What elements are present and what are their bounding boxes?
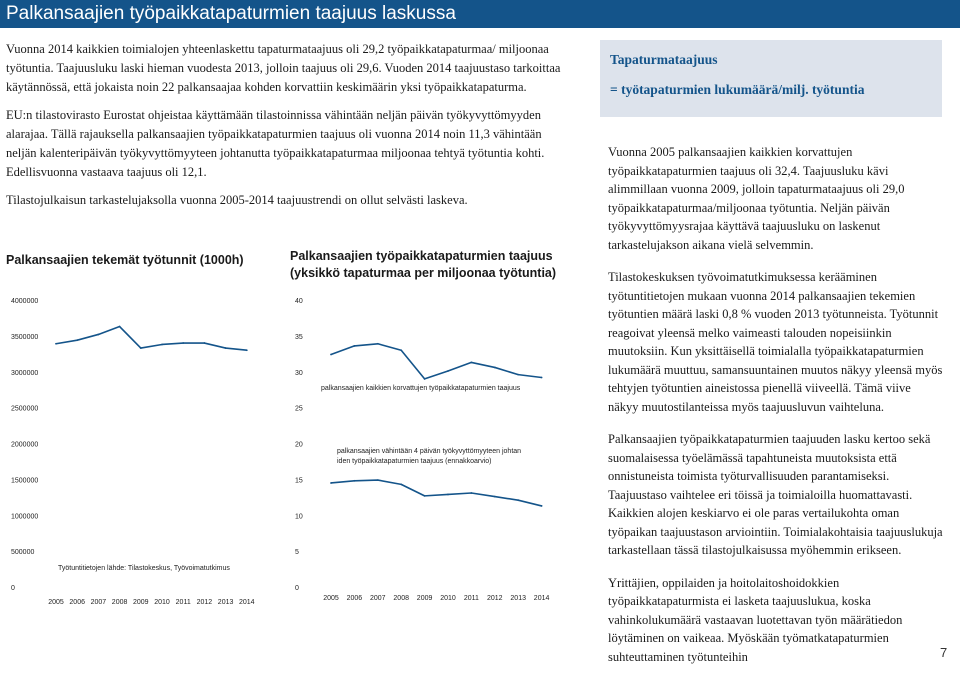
chart-accident-frequency-data-point — [354, 345, 356, 347]
chart-accident-frequency-series-line-2 — [331, 480, 542, 506]
chart-working-hours-data-point — [119, 326, 121, 328]
chart-working-hours-y-tick-label: 4000000 — [11, 298, 39, 305]
chart-working-hours-x-tick-label: 2006 — [69, 599, 85, 606]
chart-working-hours-x-tick-label: 2013 — [217, 599, 234, 606]
chart-working-hours-title: Palkansaajien tekemät työtunnit (1000h) — [6, 253, 244, 267]
chart-accident-frequency-x-tick-label: 2009 — [416, 595, 433, 602]
chart-accident-frequency-y-tick-label: 5 — [295, 549, 299, 557]
chart-accident-frequency-series-label-all: palkansaajien kaikkien korvattujen työpaikkatapaturmien taajuus — [321, 385, 521, 392]
chart-working-hours-data-point — [140, 347, 142, 349]
chart-accident-frequency-title: Palkansaajien työpaikkatapaturmien taajuus (yksikkö tapaturmaa per miljoonaa työtuntia) — [290, 249, 557, 280]
chart-accident-frequency-plot — [290, 248, 580, 618]
chart-working-hours-x-tick-label: 2007 — [90, 599, 107, 606]
chart-working-hours-y-tick-label: 2500000 — [11, 405, 39, 413]
chart-working-hours-y-tick-label: 2000000 — [11, 441, 39, 449]
chart-accident-frequency-data-point — [471, 362, 473, 364]
chart-working-hours-data-point — [182, 342, 184, 344]
page-title: Palkansaajien työpaikkatapaturmien taajuus laskussa — [6, 3, 456, 24]
chart-accident-frequency-data-point — [424, 378, 426, 380]
chart-accident-frequency-data-point — [330, 354, 332, 356]
chart-working-hours-y-tick-label: 500000 — [11, 549, 35, 557]
chart-working-hours-data-point — [161, 344, 163, 346]
paragraph-entrepreneurs: Yrittäjien, oppilaiden ja hoitolaitoshoidokkien työpaikkatapaturmista ei lasketa taajuuslukua, koska vahinkolukumäärä vastaavan luotettavan työn määrätiedon löytäminen on vaikeaa. Myöskään työmatkatapaturmien suhteuttaminen työtunteihin — [608, 575, 903, 664]
right-column — [608, 143, 944, 680]
chart-accident-frequency-data-point — [354, 480, 356, 482]
chart-working-hours-data-point — [98, 334, 100, 336]
chart-working-hours-x-tick-label: 2010 — [154, 599, 170, 606]
chart-accident-frequency-series-label-4day: palkansaajien vähintään 4 päivän työkyvyttömyyteen johtan — [337, 448, 522, 455]
chart-working-hours-data-point — [204, 342, 206, 344]
title-bar — [0, 0, 960, 28]
page-number: 7 — [940, 645, 948, 660]
chart-accident-frequency-data-point — [471, 492, 473, 494]
chart-working-hours-data-point — [55, 343, 57, 345]
chart-accident-frequency — [290, 248, 580, 618]
chart-accident-frequency-x-tick-label: 2012 — [487, 595, 503, 602]
left-column — [6, 40, 566, 219]
chart-accident-frequency-x-tick-label: 2013 — [510, 595, 526, 602]
chart-working-hours-x-tick-label: 2005 — [48, 599, 64, 606]
chart-accident-frequency-y-tick-label: 0 — [295, 585, 299, 592]
chart-accident-frequency-x-tick-label: 2014 — [533, 595, 550, 602]
chart-accident-frequency-data-point — [541, 505, 543, 507]
chart-working-hours-annotation: Työtuntitietojen lähde: Tilastokeskus, Työvoimatutkimus — [58, 565, 230, 572]
formula-box — [600, 40, 942, 117]
formula-definition: = työtapaturmien lukumäärä/milj. työtuntia — [610, 82, 865, 97]
paragraph-eurostat: EU:n tilastovirasto Eurostat ohjeistaa käyttämään tilastoinnissa vähintään neljän päivän työkyvyttömyyden alarajaa. Tällä rajauksella palkansaajien työpaikkatapaturmien taajuus oli vuonna 2014 noin 11,3 vähintään neljän kalenteripäivän työkyvyttömyyteen johtanutta työpaikkatapaturmaa miljoonaa tehtyä työtuntia kohti. Edellisvuonna vastaava taajuus oli 12,1. — [6, 108, 545, 179]
chart-accident-frequency-data-point — [400, 349, 402, 351]
chart-accident-frequency-data-point — [400, 483, 402, 485]
chart-working-hours-y-tick-label: 3000000 — [11, 369, 39, 377]
chart-accident-frequency-x-tick-label: 2010 — [440, 595, 456, 602]
chart-working-hours-data-point — [225, 347, 227, 349]
chart-working-hours-y-tick-label: 1000000 — [11, 513, 39, 521]
chart-working-hours-y-tick-label: 0 — [11, 585, 15, 592]
chart-accident-frequency-data-point — [494, 496, 496, 498]
chart-accident-frequency-y-tick-label: 35 — [295, 333, 303, 341]
chart-accident-frequency-data-point — [447, 370, 449, 372]
chart-working-hours-y-tick-label: 1500000 — [11, 477, 39, 485]
chart-working-hours-y-tick-label: 3500000 — [11, 333, 39, 341]
chart-accident-frequency-y-tick-label: 15 — [295, 477, 303, 485]
chart-accident-frequency-data-point — [377, 343, 379, 345]
paragraph-intro: Vuonna 2014 kaikkien toimialojen yhteenlaskettu tapaturmataajuus oli 29,2 työpaikkatapaturmaa/ miljoonaa työtuntia. Taajuusluku laski hieman vuodesta 2013, jolloin taajuus oli 29,6. Vuoden 2014 taajuustaso tarkoittaa käytännössä, että jokaista noin 22 palkansaajaa kohden korvattiin keskimäärin yksi työpaikkatapaturma. — [6, 42, 561, 94]
paragraph-decline: Palkansaajien työpaikkatapaturmien taajuuden lasku kertoo sekä suomalaisessa työelämässä tapahtuneista muutoksista että onnistuneista toimista työturvallisuuden parantamiseksi. Taajuustaso vaihtelee eri töissä ja toimialoilla huomattavasti. Kaikkien alojen keskiarvo ei ole paras vertailukohta oman työpaikan taajuustason arviointiin. Toimialakohtaisia taajuuslukuja tarkastellaan tässä tilastojulkaisussa myöhemmin erikseen. — [608, 432, 943, 557]
chart-accident-frequency-data-point — [541, 377, 543, 379]
chart-accident-frequency-data-point — [447, 494, 449, 496]
chart-accident-frequency-x-tick-label: 2006 — [346, 595, 363, 602]
chart-working-hours-x-tick-label: 2012 — [196, 599, 213, 606]
chart-accident-frequency-x-tick-label: 2005 — [323, 595, 339, 602]
chart-accident-frequency-y-tick-label: 25 — [295, 405, 303, 413]
chart-working-hours-data-point — [76, 339, 78, 341]
chart-accident-frequency-data-point — [517, 374, 519, 376]
paragraph-trend: Tilastojulkaisun tarkastelujaksolla vuonna 2005-2014 taajuustrendi on ollut selvästi laskeva. — [6, 193, 468, 207]
chart-working-hours-x-tick-label: 2014 — [239, 599, 255, 606]
chart-accident-frequency-series-label-4day: iden työpaikkatapaturmien taajuus (ennakkoarvio) — [337, 458, 492, 465]
chart-accident-frequency-data-point — [424, 495, 426, 497]
chart-accident-frequency-y-tick-label: 10 — [295, 513, 303, 521]
chart-accident-frequency-x-tick-label: 2008 — [393, 595, 409, 602]
chart-accident-frequency-y-tick-label: 40 — [295, 298, 303, 305]
chart-accident-frequency-x-tick-label: 2007 — [370, 595, 386, 602]
chart-working-hours-data-point — [246, 349, 248, 351]
chart-working-hours-plot — [6, 248, 276, 618]
chart-accident-frequency-data-point — [494, 367, 496, 369]
chart-accident-frequency-data-point — [517, 499, 519, 501]
chart-working-hours-x-tick-label: 2011 — [175, 599, 191, 606]
paragraph-working-hours: Tilastokeskuksen työvoimatutkimuksessa kerääminen työtuntitietojen mukaan vuonna 2014 palkansaajien tekemien työtuntien määrä laski 0,8 % vuoden 2013 työtunneista. Työtunnit reagoivat yleensä melko vaimeasti talouden nopeisiinkin muutoksiin. Kun yksittäisellä toimialalla työpaikkatapaturmien lukumäärä muuttuu, samansuuntainen muutos näkyy yleensä myös tehtyjen työtuntien aineistossa pienellä viiveellä. Tämä viive näkyy muutostilanteissa myös taajuusluvun vaihteluna. — [608, 270, 943, 414]
chart-working-hours — [6, 248, 276, 618]
paragraph-2005: Vuonna 2005 palkansaajien kaikkien korvattujen työpaikkatapaturmien taajuus oli 32,4. Taajuusluku kävi alimmillaan vuonna 2009, jolloin tapaturmataajuus oli 29,0 työpaikkatapaturmaa/miljoonaa työtuntia. Neljän päivän työkyvyttömyysrajaa käyttävä taajuusluku on laskenut tarkastelujakson aikana vielä selvemmin. — [608, 145, 905, 252]
formula-title: Tapaturmataajuus — [610, 52, 718, 67]
chart-accident-frequency-y-tick-label: 30 — [295, 369, 303, 377]
chart-accident-frequency-y-tick-label: 20 — [295, 441, 303, 449]
chart-accident-frequency-x-tick-label: 2011 — [463, 595, 479, 602]
chart-working-hours-x-tick-label: 2008 — [111, 599, 128, 606]
chart-accident-frequency-data-point — [330, 482, 332, 484]
chart-accident-frequency-series-line-1 — [331, 344, 542, 379]
chart-accident-frequency-data-point — [377, 479, 379, 481]
chart-working-hours-series-line-1 — [56, 327, 247, 351]
chart-working-hours-x-tick-label: 2009 — [133, 599, 149, 606]
